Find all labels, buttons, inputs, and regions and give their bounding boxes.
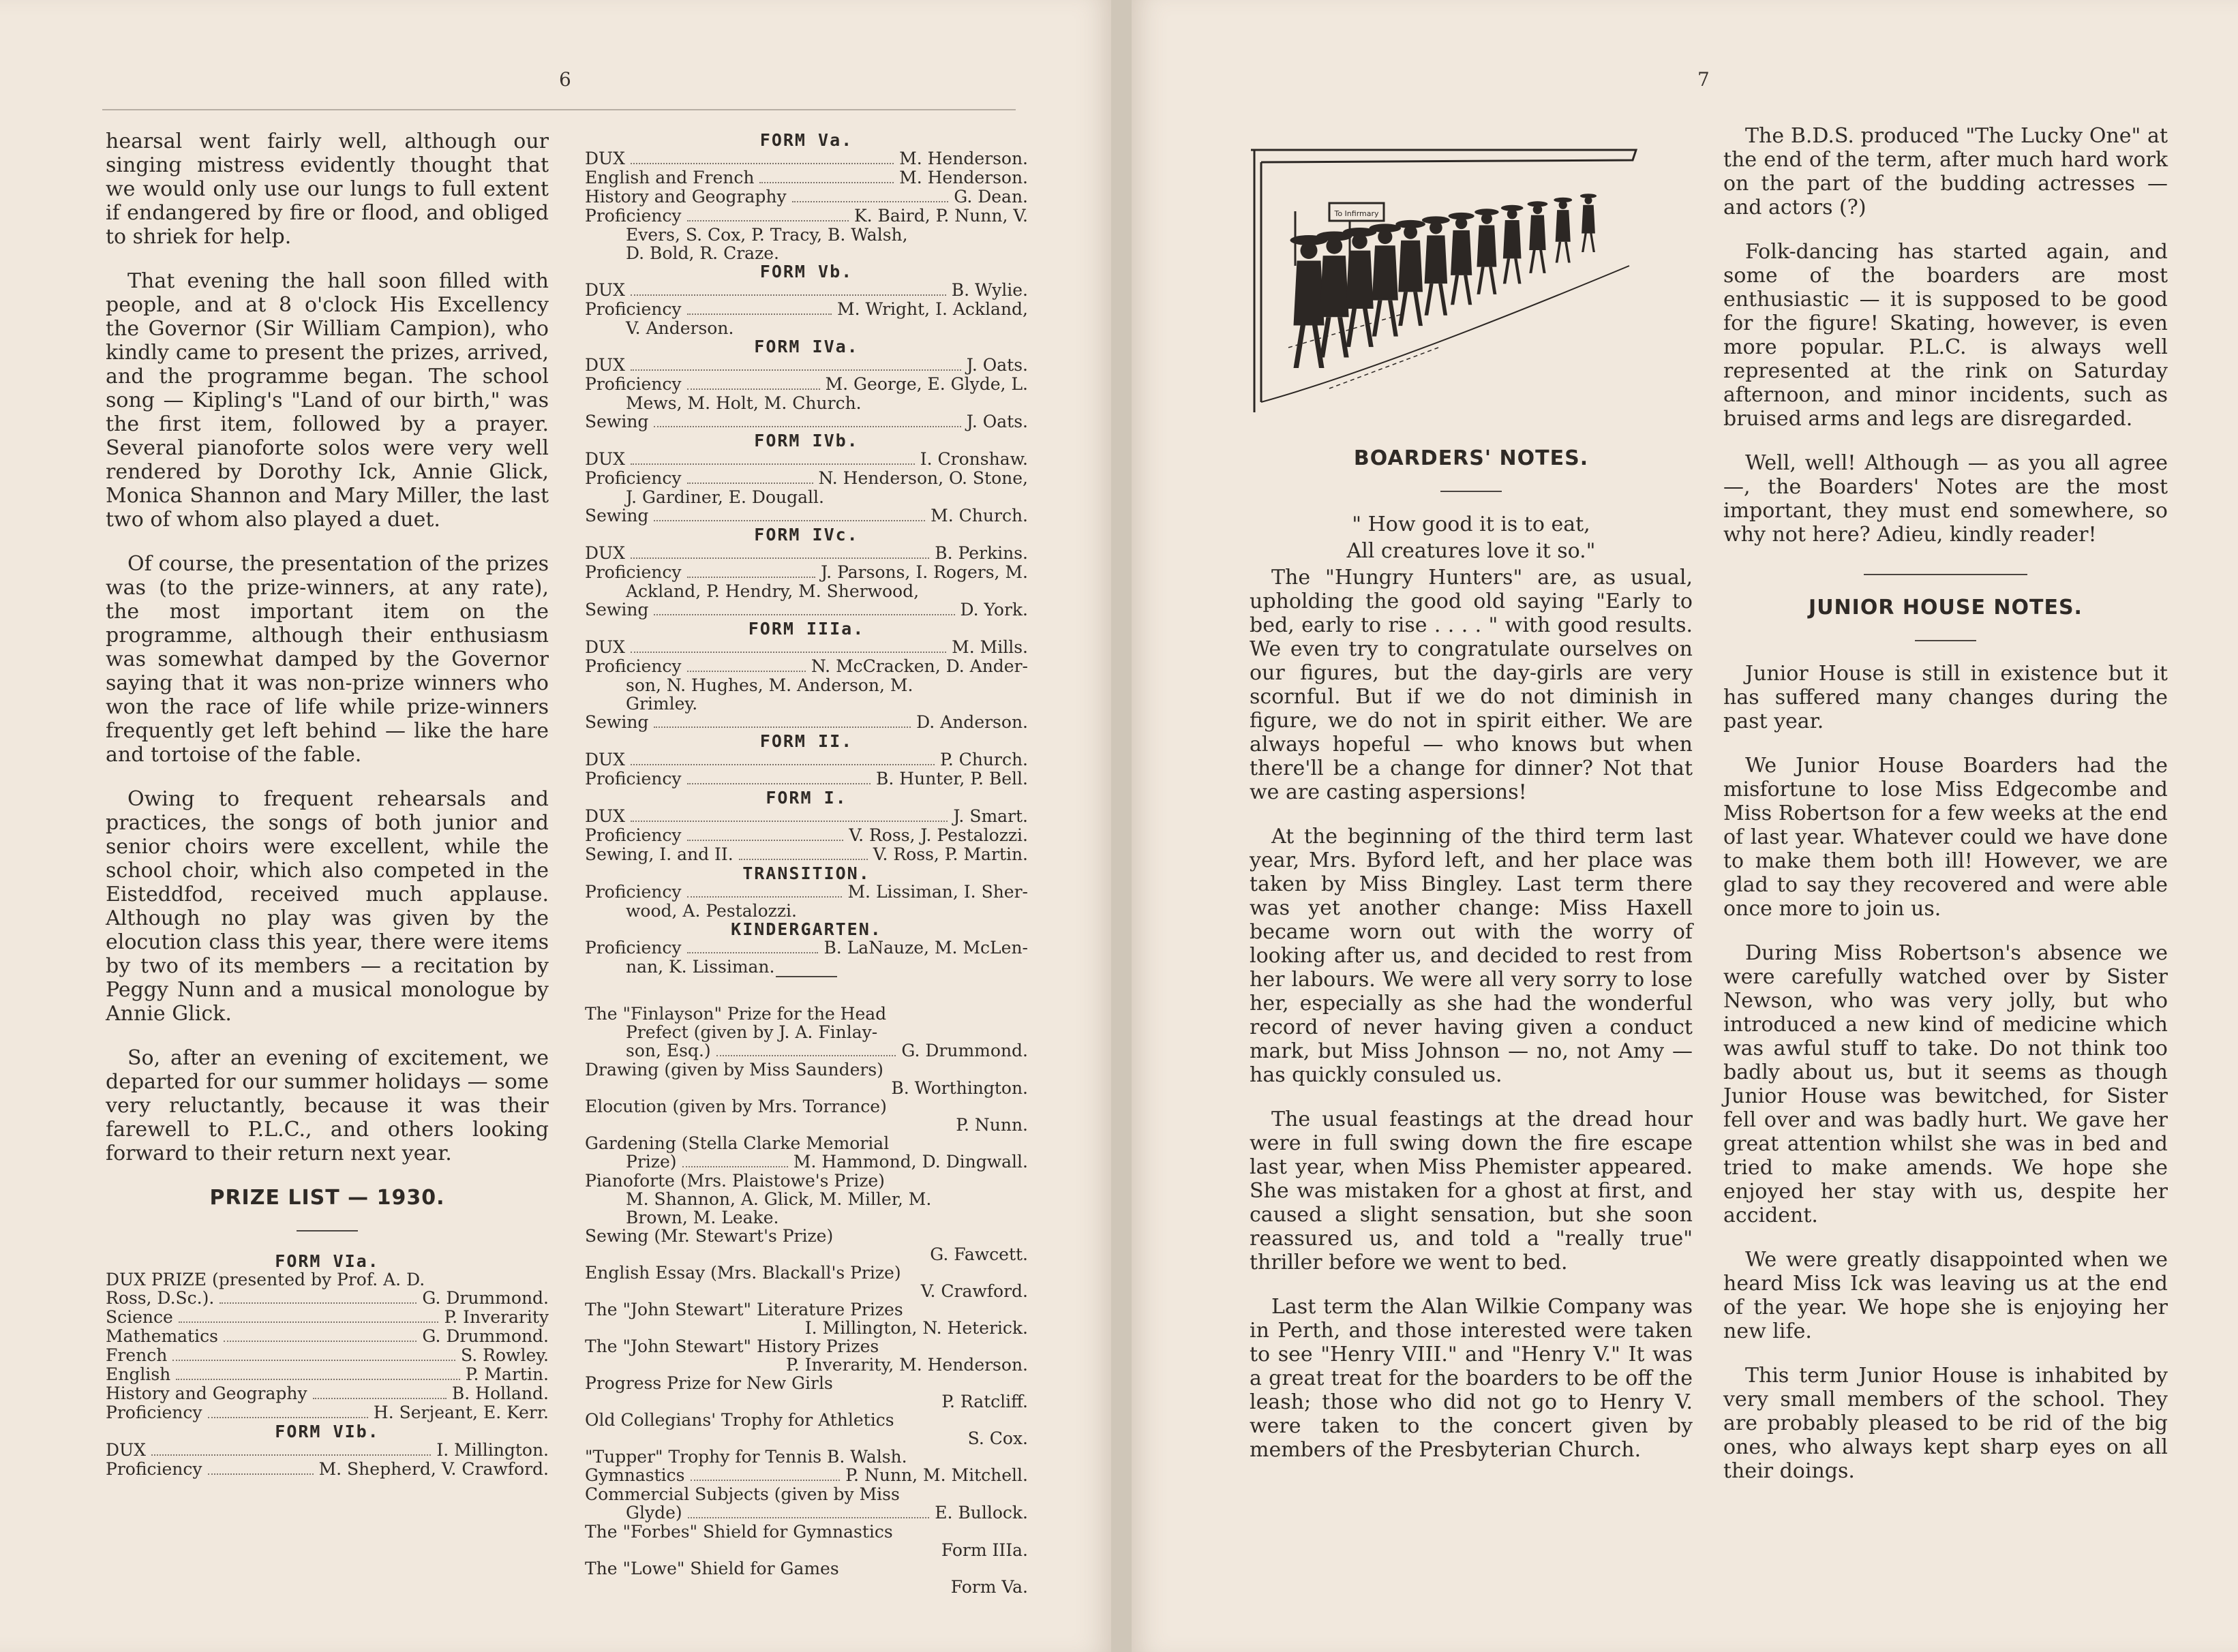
prize-label: DUX PRIZE (presented by Prof. A. D. — [106, 1270, 425, 1289]
prize-winner: P. Martin. — [465, 1364, 549, 1384]
prize-winner: H. Serjeant, E. Kerr. — [373, 1403, 549, 1422]
prize-row-continuation: Ackland, P. Hendry, M. Sherwood, — [626, 581, 920, 601]
prize-label: English — [106, 1364, 171, 1384]
prize-winner: P. Church. — [940, 750, 1028, 769]
prize-label: son, Esq.) — [626, 1041, 711, 1060]
prize-row — [585, 807, 1028, 826]
prize-row-continuation: wood, A. Pestalozzi. — [626, 901, 797, 921]
prize-label: The "Forbes" Shield for Gymnastics — [585, 1522, 893, 1542]
prize-row — [106, 1384, 549, 1403]
dot-leader — [313, 1398, 447, 1399]
paragraph: This term Junior House is inhabited by very small members of the school. They are probably pleased to be rid of the big ones, who always kept sharp eyes on all their doings. — [1723, 1364, 2168, 1483]
divider — [1864, 574, 2027, 575]
prize-winner: S. Cox. — [967, 1428, 1028, 1448]
prize-row — [585, 826, 1028, 845]
prize-winner: P. Ratcliff. — [941, 1392, 1028, 1411]
dot-leader — [687, 783, 871, 784]
prize-row-continuation: Evers, S. Cox, P. Tracy, B. Walsh, — [626, 225, 908, 245]
prize-label: Proficiency — [585, 825, 682, 845]
prize-row — [585, 1152, 1028, 1172]
form-title: FORM VIb. — [275, 1422, 380, 1441]
prize-winner: M. Hammond, D. Dingwall. — [793, 1152, 1028, 1172]
prize-list-col1 — [106, 1252, 549, 1479]
prize-label: Pianoforte (Mrs. Plaistowe's Prize) — [585, 1171, 885, 1191]
prize-label: DUX — [585, 637, 625, 657]
form-title: FORM I. — [766, 788, 847, 808]
form-title: FORM VIa. — [275, 1251, 380, 1271]
prize-label: Proficiency — [585, 562, 682, 582]
dot-leader — [687, 577, 816, 578]
form-title: FORM IIIa. — [748, 619, 865, 639]
prize-label: Proficiency — [585, 882, 682, 902]
prize-label: DUX — [585, 806, 625, 826]
divider — [776, 976, 837, 977]
prize-winner: V. Crawford. — [920, 1281, 1028, 1301]
prize-label: The "Finlayson" Prize for the Head — [585, 1004, 887, 1024]
prize-row — [585, 450, 1028, 469]
prize-row-continuation: V. Anderson. — [626, 318, 734, 338]
prize-label: Proficiency — [585, 938, 682, 958]
prize-row — [106, 1327, 549, 1346]
dot-leader — [179, 1321, 439, 1323]
form-title: FORM Va. — [759, 130, 853, 150]
paragraph: At the beginning of the third term last year, Mrs. Byford left, and her place was taken by Miss Bingley. Last term there was yet another change: Miss Haxell became worn out with the worry of looking after us, and decided to rest from her labours. We were all very sorry to lose her, especially as she had the wonderful record of never having given a conduct mark, but Miss Johnson — no, not Amy — has quickly consuled us. — [1250, 825, 1693, 1087]
prize-winner: E. Bullock. — [935, 1503, 1028, 1523]
prize-winner: N. Henderson, O. Stone, — [818, 468, 1028, 488]
prize-label: Sewing — [585, 712, 649, 732]
dot-leader — [687, 952, 819, 953]
divider — [1915, 640, 1976, 641]
dot-leader — [208, 1417, 368, 1418]
dot-leader — [172, 1360, 455, 1361]
prize-label: French — [106, 1345, 168, 1365]
prize-label: Prize) — [626, 1152, 677, 1172]
dot-leader — [691, 1480, 841, 1481]
prize-row — [106, 1460, 549, 1479]
prize-winner: M. Wright, I. Ackland, — [837, 299, 1028, 319]
prize-row-continuation: son, N. Hughes, M. Anderson, M. — [626, 675, 913, 695]
prize-winner: D. York. — [960, 600, 1028, 620]
prize-winner: B. Wylie. — [951, 280, 1028, 300]
dot-leader — [792, 201, 949, 202]
prize-label: Elocution (given by Mrs. Torrance) — [585, 1097, 887, 1116]
girl-figure — [1501, 205, 1524, 284]
prize-row — [585, 149, 1028, 168]
top-rule-left — [102, 109, 1016, 110]
paragraph: Junior House is still in existence but it has suffered many changes during the past year. — [1723, 662, 2168, 733]
page-number-left: 6 — [559, 68, 571, 91]
paragraph: Last term the Alan Wilkie Company was in Perth, and those interested were taken to see "Henry VIII." and "Henry V." It was a great treat for the boarders to be off the leash; those who did not go to Henry V. were taken to the concert given by members of the Presbyterian Church. — [1250, 1295, 1693, 1462]
paragraph: The "Hungry Hunters" are, as usual, upholding the good old saying "Early to bed, early to rise . . . . " with good results. We even try to congratulate ourselves on our figures, but the day-girls are very scornful. But if we do not diminish in figure, we do not in spirit either. We are always hopeful — who knows but when there'll be a change for dinner? Not that we are casting aspersions! — [1250, 566, 1693, 804]
dot-leader — [151, 1454, 431, 1456]
dot-leader — [716, 1055, 896, 1056]
prize-winner: P. Nunn. — [956, 1115, 1028, 1135]
prize-winner: J. Smart. — [953, 806, 1028, 826]
paragraph: Of course, the presentation of the prizes was (to the prize-winners, at any rate), the most important item on the programme, although their enthusiasm was somewhat damped by the Governor saying that it was non-prize winners who won the race of life while prize-winners frequently get left behind — like the hare and tortoise of the fable. — [106, 552, 549, 767]
dot-leader — [654, 726, 911, 728]
form-title: FORM Vb. — [759, 262, 853, 281]
prize-winner: M. Shepherd, V. Crawford. — [318, 1459, 549, 1479]
dot-leader — [631, 764, 935, 765]
dot-leader — [759, 182, 894, 183]
dot-leader — [654, 426, 961, 427]
prize-row-continuation: Prefect (given by J. A. Finlay- — [626, 1022, 878, 1042]
dot-leader — [631, 163, 894, 164]
right-col2-text — [1723, 124, 2168, 1503]
prize-label: Sewing (Mr. Stewart's Prize) — [585, 1226, 834, 1246]
dot-leader — [208, 1473, 314, 1475]
paragraph: Folk-dancing has started again, and some of the boarders are most enthusiastic — it is supposed to be good for the figure! Skating, however, is even more popular. P.L.C. is always well represented at the rink on Saturday afternoon, and minor incidents, such as bruised arms and legs are disregarded. — [1723, 240, 2168, 431]
prize-row-continuation: Mews, M. Holt, M. Church. — [626, 393, 862, 413]
prize-label: Commercial Subjects (given by Miss — [585, 1484, 900, 1504]
prize-label: Progress Prize for New Girls — [585, 1373, 833, 1393]
prize-label: Proficiency — [585, 299, 682, 319]
dot-leader — [224, 1341, 417, 1342]
paragraph: We Junior House Boarders had the misfortune to lose Miss Edgecombe and Miss Robertson for a few weeks at the end of last year. Whatever could we have done to make them both ill! However, we are glad to say they recovered and were able once more to join us. — [1723, 754, 2168, 921]
prize-row-continuation: J. Gardiner, E. Dougall. — [626, 487, 824, 507]
prize-winner: M. Lissiman, I. Sher- — [847, 882, 1028, 902]
prize-winner: M. Mills. — [952, 637, 1028, 657]
dot-leader — [631, 557, 929, 559]
paragraph: During Miss Robertson's absence we were carefully watched over by Sister Newson, who was very jolly, but who introduced a new kind of medicine which was awful stuff to take. Do not think too badly about us, but it seems as though Junior House was bewitched, for Sister fell over and was badly hurt. We gave her great attention whilst she was in bed and tried to make amends. We hope she enjoyed her stay with us, despite her accident. — [1723, 941, 2168, 1227]
prize-row — [106, 1308, 549, 1327]
prize-winner: M. Henderson. — [899, 168, 1028, 187]
prize-row — [585, 657, 1028, 676]
form-title: FORM IVb. — [754, 431, 859, 450]
prize-row — [585, 600, 1028, 620]
poem-line-1: " How good it is to eat, — [1352, 513, 1590, 536]
prize-winner: Form IIIa. — [941, 1540, 1028, 1560]
prize-label: Sewing — [585, 412, 649, 431]
prize-winner: G. Dean. — [954, 187, 1028, 206]
prize-label: Ross, D.Sc.). — [106, 1288, 215, 1308]
prize-label: Gardening (Stella Clarke Memorial — [585, 1133, 890, 1153]
prize-winner: M. Church. — [931, 506, 1028, 525]
girl-figure — [1475, 209, 1498, 294]
left-col1-text — [106, 129, 549, 1479]
prize-label: English Essay (Mrs. Blackall's Prize) — [585, 1263, 901, 1283]
prize-winner: P. Nunn, M. Mitchell. — [845, 1465, 1028, 1485]
prize-winner: V. Ross, J. Pestalozzi. — [849, 825, 1028, 845]
prize-label: Proficiency — [585, 769, 682, 789]
form-title: FORM IVa. — [754, 337, 859, 356]
prize-label: DUX — [106, 1440, 146, 1460]
prize-label: Proficiency — [585, 468, 682, 488]
prize-row — [585, 845, 1028, 864]
prize-label: The "John Stewart" Literature Prizes — [585, 1300, 903, 1319]
poem-line-2: All creatures love it so." — [1346, 539, 1596, 563]
prize-winner: Form Va. — [950, 1577, 1028, 1597]
dot-leader — [688, 1517, 930, 1518]
dot-leader — [220, 1302, 417, 1304]
prize-winner: J. Parsons, I. Rogers, M. — [821, 562, 1028, 582]
form-title: FORM IVc. — [754, 525, 859, 545]
prize-row — [585, 375, 1028, 394]
prize-winner: P. Inverarity — [444, 1307, 549, 1327]
girl-figure — [1528, 201, 1548, 273]
prize-row — [106, 1289, 549, 1308]
prize-label: "Tupper" Trophy for Tennis B. Walsh. — [585, 1447, 907, 1467]
prize-label: Proficiency — [106, 1459, 202, 1479]
prize-label: Glyde) — [626, 1503, 682, 1523]
paragraph: Well, well! Although — as you all agree —, the Boarders' Notes are the most important, they must end somewhere, so why not here? Adieu, kindly reader! — [1723, 451, 2168, 547]
prize-label: Proficiency — [585, 374, 682, 394]
prize-row-continuation: Grimley. — [626, 694, 698, 714]
dot-leader — [687, 388, 820, 390]
page-number-right: 7 — [1697, 68, 1710, 91]
divider — [1440, 491, 1502, 492]
prize-list-heading: PRIZE LIST — 1930. — [209, 1186, 445, 1210]
prize-winner: G. Drummond. — [901, 1041, 1028, 1060]
dot-leader — [631, 369, 961, 371]
prize-row — [106, 1403, 549, 1422]
paragraph: That evening the hall soon filled with people, and at 8 o'clock His Excellency the Governor (Sir William Campion), who kindly came to present the prizes, arrived, and the programme began. The school song — Kipling's "Land of our birth," was the first item, followed by a prayer. Several pianoforte solos were very well rendered by Dorothy Ick, Annie Glick, Monica Shannon and Mary Miller, the last two of whom also played a duet. — [106, 269, 549, 532]
prize-label: Mathematics — [106, 1326, 218, 1346]
form-title: TRANSITION. — [742, 863, 871, 883]
prize-label: Old Collegians' Trophy for Athletics — [585, 1410, 894, 1430]
prize-row — [106, 1365, 549, 1384]
form-title: FORM II. — [759, 731, 853, 751]
dot-leader — [682, 1166, 788, 1167]
paragraph: The B.D.S. produced "The Lucky One" at the end of the term, after much hard work on the part of the budding actresses — and actors (?) — [1723, 124, 2168, 219]
girl-figure — [1554, 198, 1572, 263]
dot-leader — [687, 483, 813, 484]
prize-winner: J. Oats. — [966, 355, 1028, 375]
dot-leader — [687, 896, 843, 898]
dot-leader — [687, 313, 832, 315]
prize-list-col2 — [585, 131, 1028, 1596]
prize-label: The "Lowe" Shield for Games — [585, 1559, 839, 1578]
dot-leader — [687, 840, 844, 841]
prize-row-continuation: nan, K. Lissiman. — [626, 957, 775, 977]
prize-label: Sewing — [585, 506, 649, 525]
dot-leader — [631, 294, 946, 296]
girl-figure — [1343, 228, 1376, 347]
dot-leader — [631, 821, 948, 822]
prize-label: DUX — [585, 280, 625, 300]
prize-label: The "John Stewart" History Prizes — [585, 1336, 879, 1356]
prize-winner: B. Holland. — [451, 1383, 549, 1403]
prize-row — [585, 938, 1028, 958]
dot-leader — [654, 520, 925, 521]
prize-row — [585, 769, 1028, 789]
prize-winner: B. Worthington. — [891, 1078, 1028, 1098]
girl-figure — [1422, 216, 1450, 315]
prize-label: Proficiency — [585, 656, 682, 676]
special-prizes — [585, 994, 1028, 1596]
prize-label: History and Geography — [106, 1383, 307, 1403]
prize-winner: I. Cronshaw. — [920, 449, 1028, 469]
prize-row — [106, 1346, 549, 1365]
prize-label: DUX — [585, 449, 625, 469]
prize-winner: V. Ross, P. Martin. — [873, 844, 1028, 864]
prize-winner: G. Drummond. — [422, 1326, 549, 1346]
prize-winner: D. Anderson. — [916, 712, 1028, 732]
prize-row — [585, 713, 1028, 732]
divider — [297, 1230, 358, 1232]
prize-row — [585, 750, 1028, 769]
dot-leader — [687, 220, 849, 221]
prize-label: Sewing — [585, 600, 649, 620]
prize-row — [585, 300, 1028, 319]
prize-label: Drawing (given by Miss Saunders) — [585, 1060, 883, 1080]
prize-row — [585, 187, 1028, 206]
prize-label: DUX — [585, 149, 625, 168]
prize-row — [585, 356, 1028, 375]
prize-row — [585, 883, 1028, 902]
prize-label: Gymnastics — [585, 1465, 685, 1485]
prize-row — [585, 506, 1028, 525]
prize-winner: K. Baird, P. Nunn, V. — [853, 206, 1028, 226]
prize-row — [585, 1503, 1028, 1523]
boarders-illustration — [1247, 143, 1643, 416]
girl-figure — [1580, 194, 1597, 252]
junior-house-notes-heading: JUNIOR HOUSE NOTES. — [1809, 596, 2083, 620]
paragraph: So, after an evening of excitement, we departed for our summer holidays — some very reluctantly, because it was their farewell to P.L.C., and others looking forward to their return next year. — [106, 1046, 549, 1165]
prize-row — [585, 206, 1028, 226]
dot-leader — [687, 671, 806, 672]
sign-text: To Infirmary — [1334, 209, 1379, 218]
prize-row — [585, 168, 1028, 187]
prize-label: Proficiency — [585, 206, 682, 226]
paragraph: We were greatly disappointed when we heard Miss Ick was leaving us at the end of the year. We hope she is enjoying her new life. — [1723, 1248, 2168, 1343]
prize-label: DUX — [585, 543, 625, 563]
prize-row — [585, 638, 1028, 657]
book-gutter — [1111, 0, 1132, 1652]
prize-row — [585, 1041, 1028, 1060]
prize-label: Proficiency — [106, 1403, 202, 1422]
prize-row — [585, 1466, 1028, 1485]
prize-row — [585, 563, 1028, 582]
prize-winner: B. Hunter, P. Bell. — [876, 769, 1028, 789]
girl-figure — [1395, 220, 1425, 326]
dot-leader — [631, 652, 946, 653]
prize-row — [585, 469, 1028, 488]
prize-label: English and French — [585, 168, 755, 187]
prize-winner: B. LaNauze, M. McLen- — [823, 938, 1028, 958]
prize-winner: J. Oats. — [966, 412, 1028, 431]
girl-figure — [1449, 213, 1475, 305]
dot-leader — [654, 614, 954, 615]
prize-winner: M. Henderson. — [899, 149, 1028, 168]
prize-label: History and Geography — [585, 187, 787, 206]
prize-winner: S. Rowley. — [461, 1345, 549, 1365]
prize-row-continuation: D. Bold, R. Craze. — [626, 243, 779, 263]
prize-winner: P. Inverarity, M. Henderson. — [786, 1355, 1028, 1375]
prize-row — [585, 281, 1028, 300]
dot-leader — [176, 1379, 460, 1380]
boarders-notes-heading: BOARDERS' NOTES. — [1353, 446, 1589, 470]
right-col1-text — [1250, 446, 1693, 1482]
prize-row-continuation: M. Shannon, A. Glick, M. Miller, M. — [626, 1189, 932, 1209]
prize-winner: I. Millington, N. Heterick. — [804, 1318, 1028, 1338]
prize-winner: M. George, E. Glyde, L. — [825, 374, 1028, 394]
prize-row — [585, 412, 1028, 431]
dot-leader — [631, 463, 915, 465]
prize-label: Science — [106, 1307, 173, 1327]
prize-row — [585, 544, 1028, 563]
prize-label: DUX — [585, 355, 625, 375]
dot-leader — [739, 859, 868, 860]
prize-winner: N. McCracken, D. Ander- — [811, 656, 1028, 676]
paragraph: hearsal went fairly well, although our singing mistress evidently thought that we would only use our lungs to full extent if endangered by fire or flood, and obliged to shriek for help. — [106, 129, 549, 249]
form-title: KINDERGARTEN. — [731, 919, 882, 939]
prize-winner: G. Fawcett. — [930, 1244, 1028, 1264]
prize-label: Sewing, I. and II. — [585, 844, 734, 864]
paragraph: Owing to frequent rehearsals and practices, the songs of both junior and senior choirs were excellent, while the school choir, which also competed in the Eisteddfod, received much applause. Although no play was given by the elocution class this year, there were items by two of its members — a recitation by Peggy Nunn and a musical monologue by Annie Glick. — [106, 787, 549, 1026]
paragraph: The usual feastings at the dread hour were in full swing down the fire escape last year, when Miss Phemister appeared. She was mistaken for a ghost at first, and caused a slight sensation, but she soon reassured us, and told a "really true" thriller before we went to bed. — [1250, 1107, 1693, 1274]
prize-winner: G. Drummond. — [422, 1288, 549, 1308]
prize-winner: I. Millington. — [436, 1440, 549, 1460]
prize-row — [106, 1441, 549, 1460]
prize-row-continuation: Brown, M. Leake. — [626, 1208, 779, 1227]
prize-winner: B. Perkins. — [935, 543, 1028, 563]
prize-label: DUX — [585, 750, 625, 769]
